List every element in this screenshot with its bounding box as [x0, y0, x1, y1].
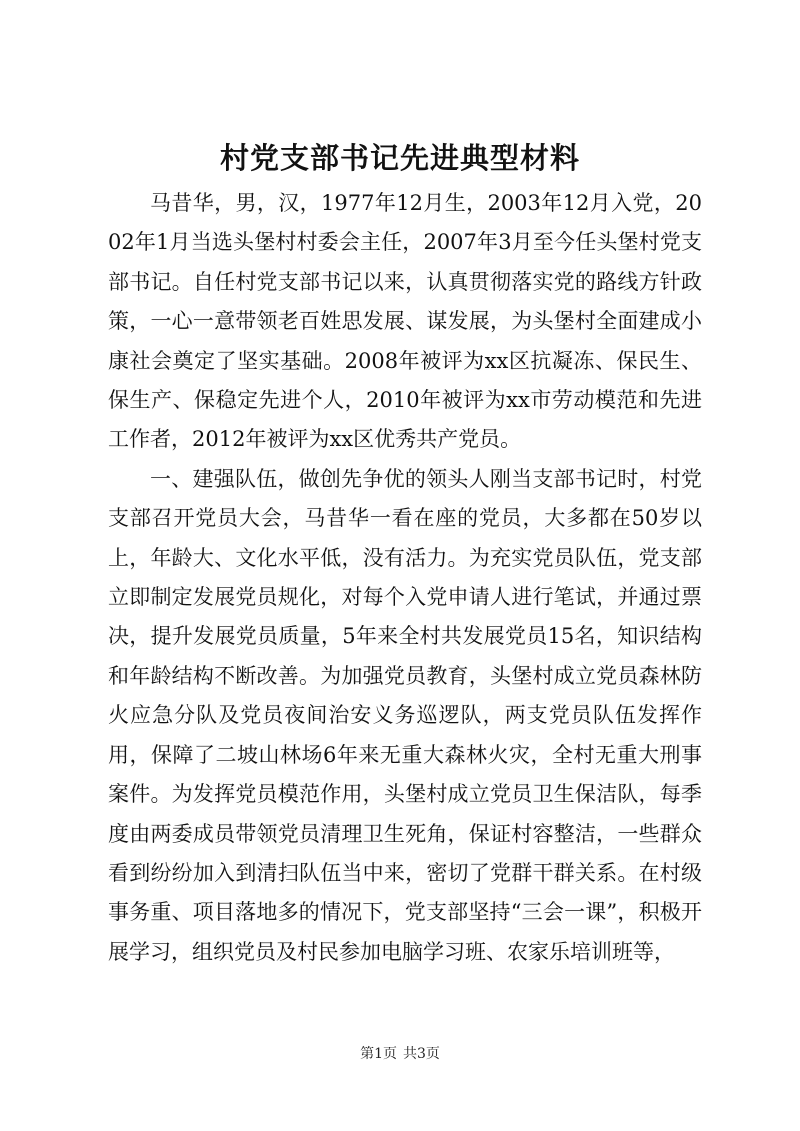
document-body: [108, 184, 702, 972]
paragraph-section-one: 一、建强队伍，做创先争优的领头人刚当支部书记时，村党支部召开党员大会，马昔华一看在座的党员，大多都在50岁以上，年龄大、文化水平低，没有活力。为充实党员队伍，党支部立即制定发展党员规化，对每个入党申请人进行笔试，并通过票决，提升发展党员质量，5年来全村共发展党员15名，知识结构和年龄结构不断改善。为加强党员教育，头堡村成立党员森林防火应急分队及党员夜间治安义务巡逻队，两支党员队伍发挥作用，保障了二坡山林场6年来无重大森林火灾，全村无重大刑事案件。为发挥党员模范作用，头堡村成立党员卫生保洁队，每季度由两委成员带领党员清理卫生死角，保证村容整洁，一些群众看到纷纷加入到清扫队伍当中来，密切了党群干群关系。在村级事务重、项目落地多的情况下，党支部坚持“三会一课”，积极开展学习，组织党员及村民参加电脑学习班、农家乐培训班等，: [108, 466, 702, 964]
page-number: 第1页: [360, 1046, 397, 1062]
page-total: 共3页: [403, 1046, 440, 1062]
paragraph-intro: 马昔华，男，汉，1977年12月生，2003年12月入党，2002年1月当选头堡村村委会主任，2007年3月至今任头堡村党支部书记。自任村党支部书记以来，认真贯彻落实党的路线方针政策，一心一意带领老百姓思发展、谋发展，为头堡村全面建成小康社会奠定了坚实基础。2008年被评为xx区抗凝冻、保民生、保生产、保稳定先进个人，2010年被评为xx市劳动模范和先进工作者，2012年被评为xx区优秀共产党员。: [108, 191, 702, 452]
document-title: 村党支部书记先进典型材料: [219, 141, 580, 175]
page-footer: [0, 1044, 800, 1064]
